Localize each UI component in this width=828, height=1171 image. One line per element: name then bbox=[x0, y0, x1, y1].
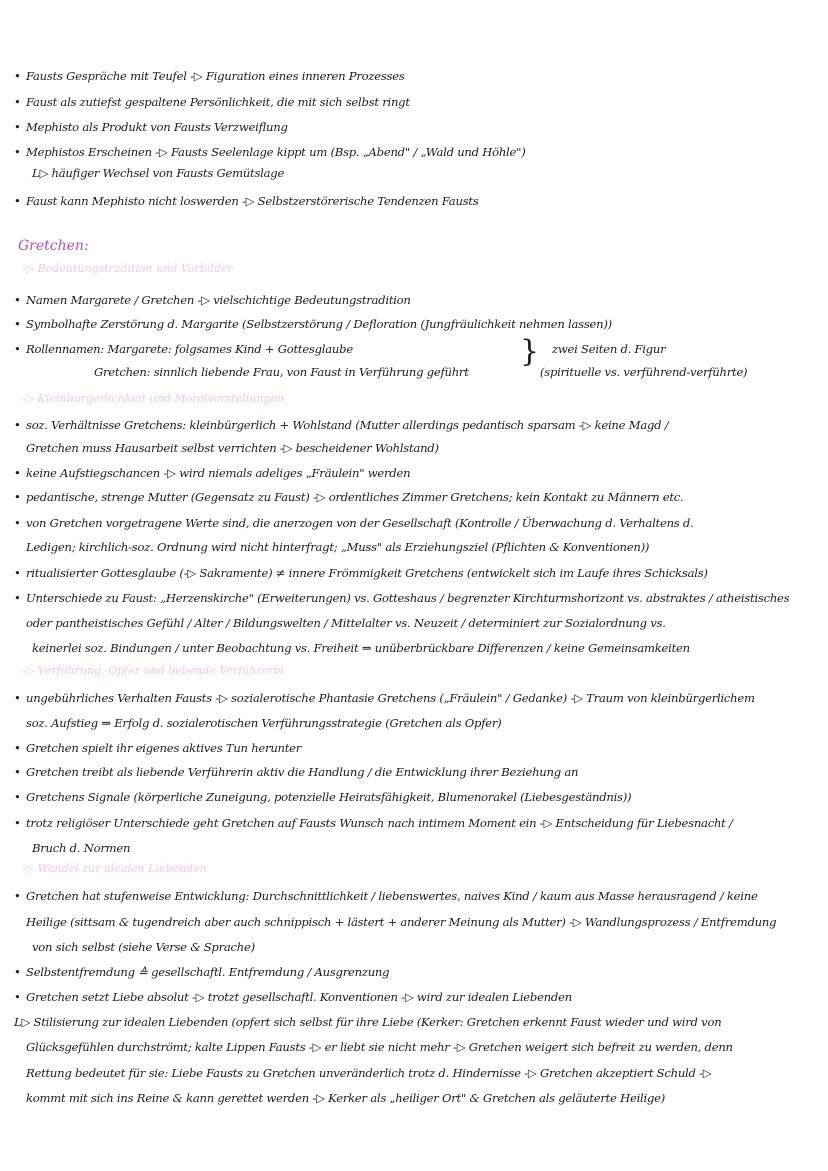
note-line: Bruch d. Normen bbox=[32, 841, 131, 855]
note-line: • Namen Margarete / Gretchen -▷ vielschichtige Bedeutungstradition bbox=[26, 292, 411, 308]
note-line: • Gretchen spielt ihr eigenes aktives Tun herunter bbox=[26, 740, 301, 756]
note-line: Glücksgefühlen durchströmt; kalte Lippen Fausts -▷ er liebt sie nicht mehr -▷ Gretchen weigert sich befreit zu werden, denn bbox=[26, 1040, 733, 1054]
subheading: -▷ Wandel zur idealen Liebenden bbox=[22, 862, 207, 875]
note-line: • Fausts Gespräche mit Teufel -▷ Figuration eines inneren Prozesses bbox=[26, 68, 405, 84]
note-line: oder pantheistisches Gefühl / Alter / Bildungswelten / Mittelalter vs. Neuzeit / determiniert zur Sozialordnung vs. bbox=[26, 616, 666, 630]
note-line: • Mephisto als Produkt von Fausts Verzweiflung bbox=[26, 119, 288, 135]
note-line: • trotz religiöser Unterschiede geht Gretchen auf Fausts Wunsch nach intimem Moment ein -▷ Entscheidung für Liebesnacht / bbox=[26, 815, 733, 831]
note-line: • Faust kann Mephisto nicht loswerden -▷ Selbstzerstörerische Tendenzen Fausts bbox=[26, 193, 478, 209]
note-line: • ungebührliches Verhalten Fausts -▷ sozialerotische Phantasie Gretchens („Fräulein" / Gedanke) -▷ Traum von kleinbürgerlichem bbox=[26, 690, 755, 706]
note-line: • Selbstentfremdung ≙ gesellschaftl. Entfremdung / Ausgrenzung bbox=[26, 964, 389, 980]
note-line: • Faust als zutiefst gespaltene Persönlichkeit, die mit sich selbst ringt bbox=[26, 94, 410, 110]
note-line: Gretchen muss Hausarbeit selbst verrichten -▷ bescheidener Wohlstand) bbox=[26, 441, 439, 455]
note-line: Ledigen; kirchlich-soz. Ordnung wird nicht hinterfragt; „Muss" als Erziehungsziel (Pflichten & Konventionen)) bbox=[26, 540, 650, 554]
note-line: • Gretchen setzt Liebe absolut -▷ trotzt gesellschaftl. Konventionen -▷ wird zur idealen Liebenden bbox=[26, 989, 572, 1005]
note-line: von sich selbst (siehe Verse & Sprache) bbox=[32, 940, 255, 954]
note-line: Heilige (sittsam & tugendreich aber auch schnippisch + lästert + anderer Meinung als Mutter) -▷ Wandlungsprozess / Entfremdung bbox=[26, 915, 777, 929]
subheading: -▷ Kleinbürgerlichkeit und Moralvorstellungen bbox=[22, 392, 285, 405]
subheading: -▷ Bedeutungstradition und Vorbilder bbox=[22, 262, 233, 275]
note-line: L▷ häufiger Wechsel von Fausts Gemütslage bbox=[32, 166, 285, 180]
note-line: • Mephistos Erscheinen -▷ Fausts Seelenlage kippt um (Bsp. „Abend" / „Wald und Höhle") bbox=[26, 144, 525, 160]
note-line: Gretchen: sinnlich liebende Frau, von Faust in Verführung geführt bbox=[94, 365, 469, 379]
note-line: keinerlei soz. Bindungen / unter Beobachtung vs. Freiheit ⇒ unüberbrückbare Differenzen / keine Gemeinsamkeiten bbox=[32, 641, 690, 655]
curly-brace-icon: } bbox=[520, 334, 540, 369]
note-line: (spirituelle vs. verführend-verführte) bbox=[540, 365, 748, 379]
note-line: soz. Aufstieg ⇒ Erfolg d. sozialerotischen Verführungsstrategie (Gretchen als Opfer) bbox=[26, 716, 502, 730]
note-line: • keine Aufstiegschancen -▷ wird niemals adeliges „Fräulein" werden bbox=[26, 465, 410, 481]
section-heading: Gretchen: bbox=[18, 238, 89, 254]
note-line: • ritualisierter Gottesglaube (-▷ Sakramente) ≠ innere Frömmigkeit Gretchens (entwickelt sich im Laufe ihres Schicksals) bbox=[26, 565, 708, 581]
note-line: • Gretchens Signale (körperliche Zuneigung, potenzielle Heiratsfähigkeit, Blumenorakel (Liebesgeständnis)) bbox=[26, 789, 631, 805]
note-line: • Symbolhafte Zerstörung d. Margarite (Selbstzerstörung / Defloration (Jungfräulichkeit nehmen lassen)) bbox=[26, 316, 612, 332]
note-line: kommt mit sich ins Reine & kann gerettet werden -▷ Kerker als „heiliger Ort" & Gretchen als geläuterte Heilige) bbox=[26, 1091, 666, 1105]
subheading: -▷ Verführung, Opfer und liebende Verführerin bbox=[22, 664, 284, 677]
note-line: L▷ Stilisierung zur idealen Liebenden (opfert sich selbst für ihre Liebe (Kerker: Gretchen erkennt Faust wieder und wird von bbox=[14, 1015, 722, 1029]
note-line: • pedantische, strenge Mutter (Gegensatz zu Faust) -▷ ordentliches Zimmer Gretchens; kein Kontakt zu Männern etc. bbox=[26, 489, 684, 505]
note-line: • soz. Verhältnisse Gretchens: kleinbürgerlich + Wohlstand (Mutter allerdings pedantisch sparsam -▷ keine Magd / bbox=[26, 417, 668, 433]
note-line: Rettung bedeutet für sie: Liebe Fausts zu Gretchen unveränderlich trotz d. Hindernisse -▷ Gretchen akzeptiert Schuld -▷ bbox=[26, 1066, 712, 1080]
note-line: • von Gretchen vorgetragene Werte sind, die anerzogen von der Gesellschaft (Kontrolle / Überwachung d. Verhaltens d. bbox=[26, 515, 694, 531]
note-line: • Gretchen treibt als liebende Verführerin aktiv die Handlung / die Entwicklung ihrer Beziehung an bbox=[26, 764, 578, 780]
note-line: zwei Seiten d. Figur bbox=[552, 342, 666, 356]
note-line: • Rollennamen: Margarete: folgsames Kind + Gottesglaube bbox=[26, 341, 353, 357]
note-line: • Unterschiede zu Faust: „Herzenskirche" (Erweiterungen) vs. Gotteshaus / begrenzter Kirchturmshorizont vs. abstraktes / atheistisches bbox=[26, 590, 789, 606]
note-line: • Gretchen hat stufenweise Entwicklung: Durchschnittlichkeit / liebenswertes, naives Kind / kaum aus Masse herausragend / keine bbox=[26, 888, 758, 904]
